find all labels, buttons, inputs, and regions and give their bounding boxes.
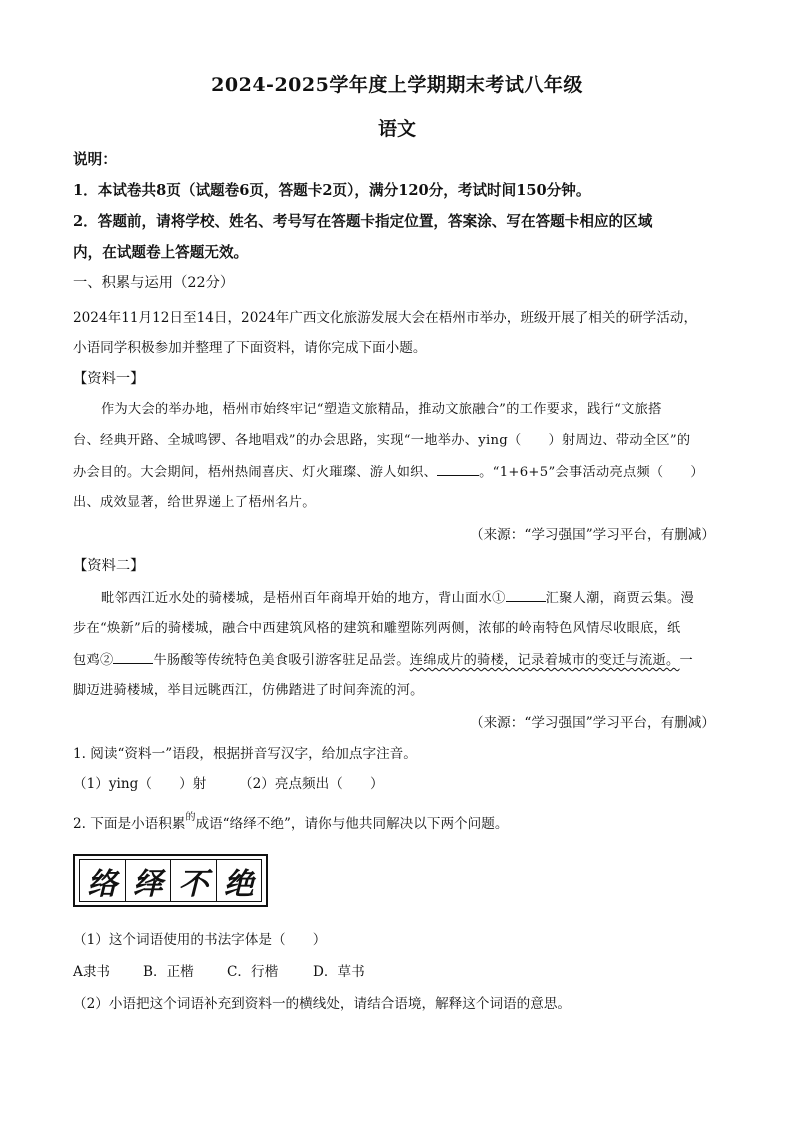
- material-1-line-3-start: 办会目的。大会期间，梧州热闹喜庆、灯火璀璨、游人如织、: [73, 465, 438, 480]
- option-c: C．行楷: [227, 964, 279, 980]
- question-2-start: 2. 下面是小语积累: [73, 816, 186, 832]
- calligraphy-char: 绝: [223, 866, 254, 902]
- question-1: 1. 阅读“资料一”语段，根据拼音写汉字，给加点字注音。: [73, 746, 417, 762]
- material-2-line-3: [73, 649, 723, 672]
- material-2-line-3-mid: 牛肠酸等传统特色美食吸引游客驻足品尝。: [153, 653, 410, 668]
- material-1-line-3-end: 。“1+6+5”会事活动亮点频（ ）: [479, 465, 704, 480]
- question-2-sub-2: （2）小语把这个词语补充到资料一的横线处，请结合语境，解释这个词语的意思。: [73, 996, 572, 1012]
- page-title: 2024-2025学年度上学期期末考试八年级: [211, 74, 583, 96]
- fill-in-blank: [437, 461, 479, 476]
- material-2-line-4: 脚迈进骑楼城，举目远眺西江，仿佛踏进了时间奔流的河。: [73, 683, 424, 698]
- material-2-line-3-start: 包鸡②: [73, 653, 114, 668]
- calligraphy-char: 不: [171, 860, 217, 901]
- material-1-label: 【资料一】: [73, 371, 145, 387]
- wavy-underlined-sentence: 连绵成片的骑楼，记录着城市的变迁与流逝。: [409, 653, 680, 668]
- option-d: D．草书: [313, 964, 365, 980]
- instruction-item-2-line-2: 内，在试题卷上答题无效。: [73, 244, 249, 261]
- question-1-part-2: （2）亮点频出（ ）: [239, 776, 384, 792]
- question-2-sub-1: （1）这个词语使用的书法字体是（ ）: [73, 932, 327, 948]
- material-1-line-1: 作为大会的举办地，梧州市始终牢记“塑造文旅精品，推动文旅融合”的工作要求，践行“文旅搭: [101, 402, 662, 417]
- material-1-line-3: [73, 461, 723, 484]
- section-intro-line-1: 2024年11月12日至14日，2024年广西文化旅游发展大会在梧州市举办，班级开展了相关的研学活动，: [73, 310, 698, 326]
- subject-title: 语文: [377, 118, 416, 140]
- option-b: B．正楷: [143, 964, 194, 980]
- calligraphy-grid: [79, 859, 262, 902]
- question-2-options: [73, 961, 723, 983]
- instruction-item-2-line-1: 2．答题前，请将学校、姓名、考号写在答题卡指定位置，答案涂、写在答题卡相应的区域: [73, 213, 653, 230]
- question-2-superscript: 的: [185, 812, 196, 823]
- question-1-part-1: （1）ying（ ）射: [73, 776, 207, 792]
- calligraphy-char: 绎: [126, 860, 172, 901]
- material-2-line-1-start: 毗邻西江近水处的骑楼城，是梧州百年商埠开始的地方，背山面水①: [101, 591, 506, 606]
- instructions-label: 说明：: [73, 151, 117, 168]
- material-2-line-2: 步在“焕新”后的骑楼城，融合中西建筑风格的建筑和雕塑陈列两侧，浓郁的岭南特色风情尽收眼底，纸: [73, 621, 681, 636]
- material-2-line-3-end: 一: [679, 653, 693, 668]
- question-2: [73, 813, 723, 837]
- material-1-line-4: 出、成效显著，给世界递上了梧州名片。: [73, 495, 316, 510]
- blank-2: [113, 649, 153, 664]
- material-1-source: （来源：“学习强国”学习平台，有删减）: [470, 527, 715, 543]
- section-intro-line-2: 小语同学积极参加并整理了下面资料，请你完成下面小题。: [73, 340, 427, 356]
- option-a: A隶书: [73, 964, 111, 980]
- material-2-line-1: [101, 587, 751, 610]
- material-2-line-1-end: 汇聚人潮，商贾云集。漫: [545, 591, 694, 606]
- calligraphy-char: 络: [80, 860, 126, 901]
- section-heading: 一、积累与运用（22分）: [73, 275, 235, 291]
- material-2-label: 【资料二】: [73, 558, 145, 574]
- question-1-parts: [73, 773, 723, 795]
- calligraphy-image: [73, 854, 268, 907]
- material-1-line-2: 台、经典开路、全城鸣锣、各地唱戏”的办会思路，实现“一地举办、ying（ ）射周边、带动全区”的: [73, 433, 691, 448]
- question-2-end: 成语“络绎不绝”，请你与他共同解决以下两个问题。: [195, 816, 509, 832]
- material-2-source: （来源：“学习强国”学习平台，有删减）: [470, 715, 715, 731]
- blank-1: [506, 587, 546, 602]
- instruction-item-1: 1．本试卷共8页（试题卷6页，答题卡2页），满分120分，考试时间150分钟。: [73, 182, 591, 199]
